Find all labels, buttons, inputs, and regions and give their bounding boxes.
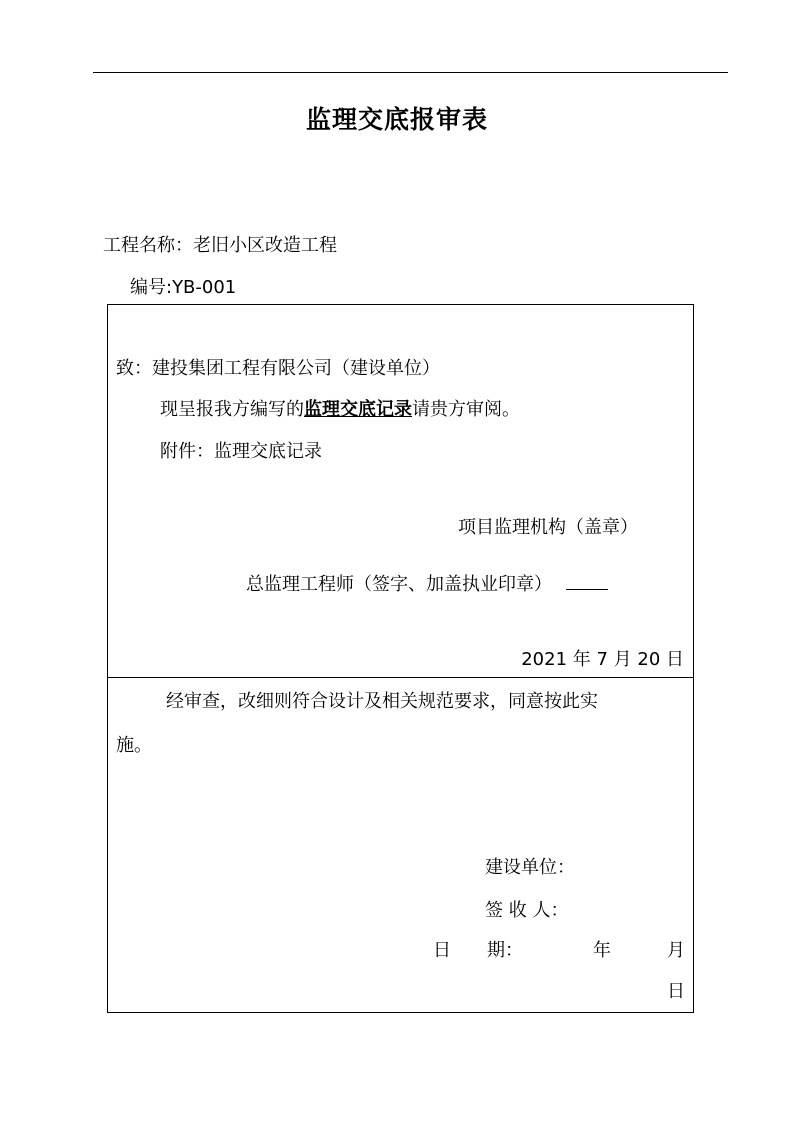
review-opinion-line-1: 经审查，改细则符合设计及相关规范要求，同意按此实 — [166, 691, 598, 712]
review-opinion-line-2: 施。 — [116, 735, 152, 756]
statement-prefix: 现呈报我方编写的 — [160, 399, 304, 420]
statement-suffix: 请贵方审阅。 — [412, 399, 520, 420]
section-divider — [108, 677, 693, 678]
construction-unit-label: 建设单位： — [485, 857, 575, 878]
submission-date: 2021 年 7 月 20 日 — [521, 649, 684, 670]
chief-engineer-label: 总监理工程师（签字、加盖执业印章） — [246, 574, 552, 595]
receiver-label: 签 收 人： — [485, 900, 569, 921]
review-date-label: 日 期： — [433, 940, 523, 961]
review-month-label: 月 — [667, 940, 685, 961]
addressee-line: 致：建投集团工程有限公司（建设单位） — [116, 358, 440, 379]
signature-blank[interactable] — [566, 571, 608, 590]
statement-document-name: 监理交底记录 — [304, 399, 412, 420]
review-day-label: 日 — [667, 981, 685, 1002]
document-number: 编号:YB-001 — [130, 277, 237, 298]
review-year-label: 年 — [593, 940, 611, 961]
attachment-line: 附件：监理交底记录 — [160, 441, 322, 462]
project-name: 工程名称：老旧小区改造工程 — [103, 235, 337, 256]
review-form-table — [107, 304, 694, 1013]
chief-engineer-line — [246, 571, 608, 597]
header-rule — [93, 72, 728, 73]
submission-statement — [160, 398, 520, 422]
supervision-org-label: 项目监理机构（盖章） — [458, 517, 638, 538]
document-title: 监理交底报审表 — [305, 105, 488, 134]
